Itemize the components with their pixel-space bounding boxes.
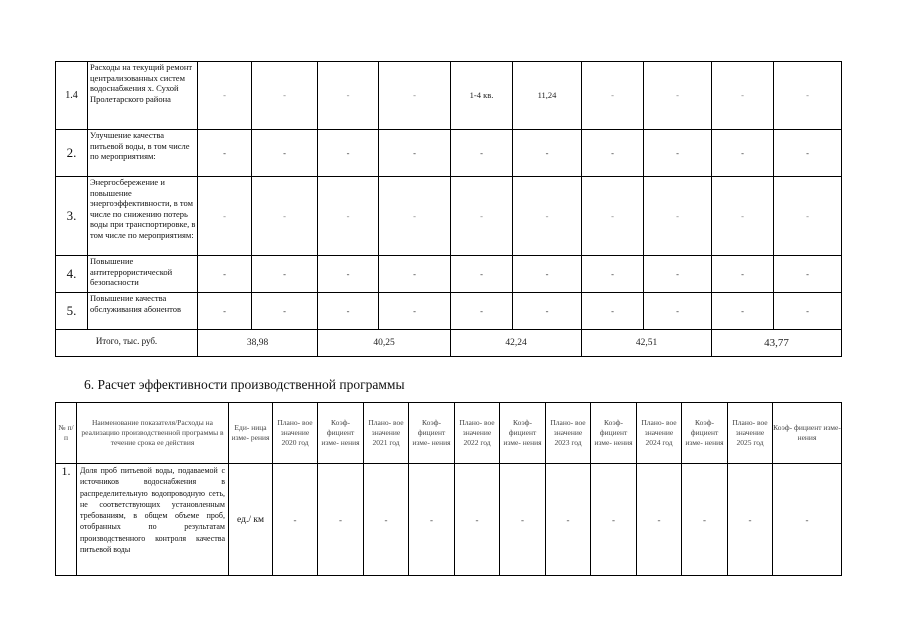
cell-value: - [644, 62, 712, 130]
program-expenses-table [55, 61, 842, 357]
cell-value: - [318, 130, 379, 177]
row-name: Улучшение качества питьевой воды, в том числе по мероприятиям: [88, 130, 198, 177]
row-name: Повышение качества обслуживания абонентов [88, 293, 198, 330]
total-value: 42,51 [582, 330, 712, 357]
cell-value: - [379, 293, 451, 330]
row-number: 4. [56, 256, 88, 293]
cell-value: - [273, 464, 318, 576]
cell-value: - [644, 256, 712, 293]
column-header: Коэф- фициент изме- нения [682, 403, 728, 464]
row-number: 1.4 [56, 62, 88, 130]
row-number: 1. [56, 464, 77, 576]
cell-value: - [712, 130, 774, 177]
efficiency-table [55, 402, 842, 576]
cell-value: - [318, 256, 379, 293]
cell-value: - [409, 464, 455, 576]
cell-value: - [451, 293, 513, 330]
column-header: Плано- вое значение 2024 год [637, 403, 682, 464]
cell-value: - [198, 293, 252, 330]
column-header: Коэф- фициент изме- нения [773, 403, 842, 464]
cell-value: - [773, 464, 842, 576]
cell-value: - [774, 177, 842, 256]
cell-value: 11,24 [513, 62, 582, 130]
column-header: Коэф- фициент изме- нения [500, 403, 546, 464]
cell-value: - [582, 177, 644, 256]
section-heading: 6. Расчет эффективности производственной программы [84, 377, 405, 392]
table-row [56, 293, 842, 330]
cell-value: - [513, 130, 582, 177]
cell-value: - [774, 256, 842, 293]
column-header: Коэф- фициент изме- нения [409, 403, 455, 464]
cell-value: - [252, 293, 318, 330]
total-row [56, 330, 842, 357]
column-header: Плано- вое значение 2021 год [364, 403, 409, 464]
row-number: 5. [56, 293, 88, 330]
total-label: Итого, тыс. руб. [56, 330, 198, 357]
total-value: 43,77 [712, 330, 842, 357]
cell-value: - [712, 256, 774, 293]
total-value: 40,25 [318, 330, 451, 357]
cell-value: - [364, 464, 409, 576]
unit-cell: ед./ км [229, 464, 273, 576]
cell-value: 1-4 кв. [451, 62, 513, 130]
cell-value: - [774, 130, 842, 177]
table-row [56, 130, 842, 177]
column-header: Коэф- фициент изме- нения [318, 403, 364, 464]
cell-value: - [728, 464, 773, 576]
cell-value: - [582, 130, 644, 177]
cell-value: - [774, 293, 842, 330]
row-name: Повышение антитеррористической безопасности [88, 256, 198, 293]
table-row [56, 177, 842, 256]
cell-value: - [198, 130, 252, 177]
cell-value: - [198, 62, 252, 130]
cell-value: - [513, 293, 582, 330]
header-row [56, 403, 842, 464]
cell-value: - [318, 464, 364, 576]
column-header: Плано- вое значение 2022 год [455, 403, 500, 464]
column-header: Коэф- фициент изме- нения [591, 403, 637, 464]
row-number: 3. [56, 177, 88, 256]
cell-value: - [513, 177, 582, 256]
table-row [56, 256, 842, 293]
cell-value: - [252, 177, 318, 256]
cell-value: - [318, 177, 379, 256]
cell-value: - [774, 62, 842, 130]
cell-value: - [318, 62, 379, 130]
cell-value: - [682, 464, 728, 576]
cell-value: - [582, 256, 644, 293]
cell-value: - [198, 256, 252, 293]
cell-value: - [379, 62, 451, 130]
column-header: Наименование показателя/Расходы на реализацию производственной программы в течение срока ее действия [77, 403, 229, 464]
cell-value: - [637, 464, 682, 576]
cell-value: - [455, 464, 500, 576]
row-name: Доля проб питьевой воды, подаваемой с источников водоснабжения в распределительную водопроводную сеть, не соответствующих установленным требованиям, в общем объеме проб, отобранных по результатам производственного контроля качества питьевой воды [77, 464, 229, 576]
cell-value: - [644, 293, 712, 330]
cell-value: - [500, 464, 546, 576]
cell-value: - [318, 293, 379, 330]
cell-value: - [252, 130, 318, 177]
cell-value: - [252, 256, 318, 293]
column-header: Еди- ница изме- рения [229, 403, 273, 464]
cell-value: - [712, 62, 774, 130]
table-row [56, 62, 842, 130]
cell-value: - [451, 256, 513, 293]
cell-value: - [379, 130, 451, 177]
cell-value: - [379, 177, 451, 256]
cell-value: - [451, 130, 513, 177]
table-row [56, 464, 842, 576]
cell-value: - [198, 177, 252, 256]
row-number: 2. [56, 130, 88, 177]
cell-value: - [582, 293, 644, 330]
column-header: Плано- вое значение 2020 год [273, 403, 318, 464]
cell-value: - [591, 464, 637, 576]
cell-value: - [644, 177, 712, 256]
cell-value: - [712, 177, 774, 256]
cell-value: - [252, 62, 318, 130]
cell-value: - [379, 256, 451, 293]
cell-value: - [712, 293, 774, 330]
column-header: Плано- вое значение 2025 год [728, 403, 773, 464]
row-name: Расходы на текущий ремонт централизованных систем водоснабжения х. Сухой Пролетарского района [88, 62, 198, 130]
cell-value: - [644, 130, 712, 177]
column-header: № п/ п [56, 403, 77, 464]
cell-value: - [513, 256, 582, 293]
cell-value: - [546, 464, 591, 576]
cell-value: - [451, 177, 513, 256]
row-name: Энергосбережение и повышение энергоэффективности, в том числе по снижению потерь воды при транспортировке, в том числе по мероприятиям: [88, 177, 198, 256]
total-value: 38,98 [198, 330, 318, 357]
column-header: Плано- вое значение 2023 год [546, 403, 591, 464]
total-value: 42,24 [451, 330, 582, 357]
cell-value: - [582, 62, 644, 130]
